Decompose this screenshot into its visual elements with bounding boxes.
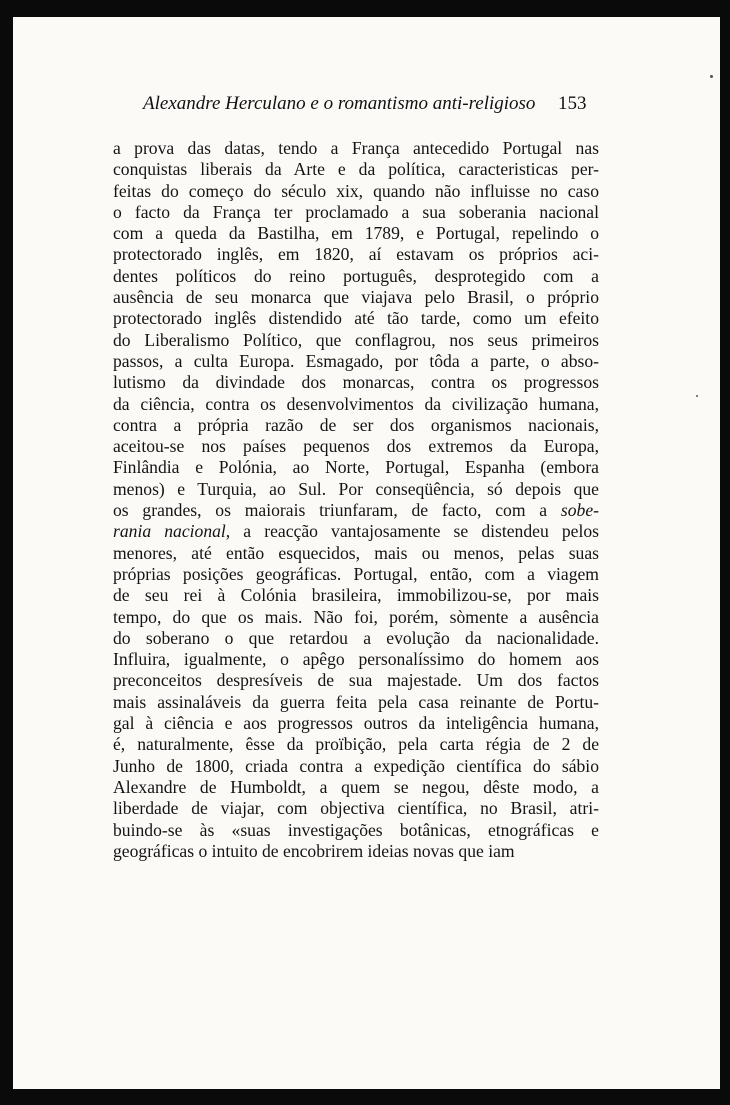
text-line: protectorado inglês, em 1820, aí estavam os próprios aci- <box>113 244 599 265</box>
text-line: ausência de seu monarca que viajava pelo Brasil, o próprio <box>113 287 599 308</box>
text-line: contra a própria razão de ser dos organismos nacionais, <box>113 414 599 435</box>
body-text <box>113 138 599 862</box>
text-line: mais assinaláveis da guerra feita pela casa reinante de Portu- <box>113 691 599 712</box>
text-line <box>113 521 599 542</box>
running-head <box>13 93 720 123</box>
text-line: com a queda da Bastilha, em 1789, e Portugal, repelindo o <box>113 223 599 244</box>
text-line: conquistas liberais da Arte e da política, caracteristicas per- <box>113 159 599 180</box>
text-line: do Liberalismo Político, que conflagrou, nos seus primeiros <box>113 329 599 350</box>
italic-term: rania nacional, <box>113 521 231 542</box>
text-segment: a reacção vantajosamente se distendeu pelos <box>230 521 599 542</box>
text-line: tempo, do que os mais. Não foi, porém, sòmente a ausência <box>113 606 599 627</box>
text-line: buindo-se às «suas investigações botânicas, etnográficas e <box>113 819 599 840</box>
page-number: 153 <box>558 93 587 114</box>
text-line: Junho de 1800, criada contra a expedição científica do sábio <box>113 755 599 776</box>
text-line: dentes políticos do reino português, desprotegido com a <box>113 265 599 286</box>
text-line: passos, a culta Europa. Esmagado, por tôda a parte, o abso- <box>113 350 599 371</box>
text-line: da ciência, contra os desenvolvimentos da civilização humana, <box>113 393 599 414</box>
text-line: menos) e Turquia, ao Sul. Por conseqüência, só depois que <box>113 478 599 499</box>
text-line: a prova das datas, tendo a França antecedido Portugal nas <box>113 138 599 158</box>
text-line: protectorado inglês distendido até tão tarde, como um efeito <box>113 308 599 329</box>
text-line: menores, até então esquecidos, mais ou menos, pelas suas <box>113 542 599 563</box>
text-line: o facto da França ter proclamado a sua soberania nacional <box>113 201 599 222</box>
text-line: Alexandre de Humboldt, a quem se negou, dêste modo, a <box>113 776 599 797</box>
text-line: do soberano o que retardou a evolução da nacionalidade. <box>113 627 599 648</box>
text-line: próprias posições geográficas. Portugal, então, com a viagem <box>113 563 599 584</box>
text-line: de seu rei à Colónia brasileira, immobilizou-se, por mais <box>113 585 599 606</box>
text-line: preconceitos despresíveis de sua majestade. Um dos factos <box>113 670 599 691</box>
text-line: lutismo da divindade dos monarcas, contra os progressos <box>113 372 599 393</box>
text-line: gal à ciência e aos progressos outros da inteligência humana, <box>113 713 599 734</box>
text-line: geográficas o intuito de encobrirem ideias novas que iam <box>113 840 515 861</box>
book-page <box>13 17 720 1089</box>
paper-speck <box>710 75 713 78</box>
text-line: aceitou-se nos países pequenos dos extremos da Europa, <box>113 436 599 457</box>
text-line: feitas do começo do século xix, quando não influisse no caso <box>113 180 599 201</box>
paper-speck <box>696 395 698 397</box>
text-line: Finlândia e Polónia, ao Norte, Portugal, Espanha (embora <box>113 457 599 478</box>
text-line: Influira, igualmente, o apêgo personalíssimo do homem aos <box>113 649 599 670</box>
italic-term: sobe- <box>560 500 599 521</box>
text-line <box>113 500 599 521</box>
text-segment: os grandes, os maiorais triunfaram, de facto, com a <box>113 500 548 521</box>
text-line: é, naturalmente, êsse da proïbição, pela carta régia de 2 de <box>113 734 599 755</box>
running-head-title: Alexandre Herculano e o romantismo anti-religioso <box>143 93 536 114</box>
text-line: liberdade de viajar, com objectiva científica, no Brasil, atri- <box>113 798 599 819</box>
